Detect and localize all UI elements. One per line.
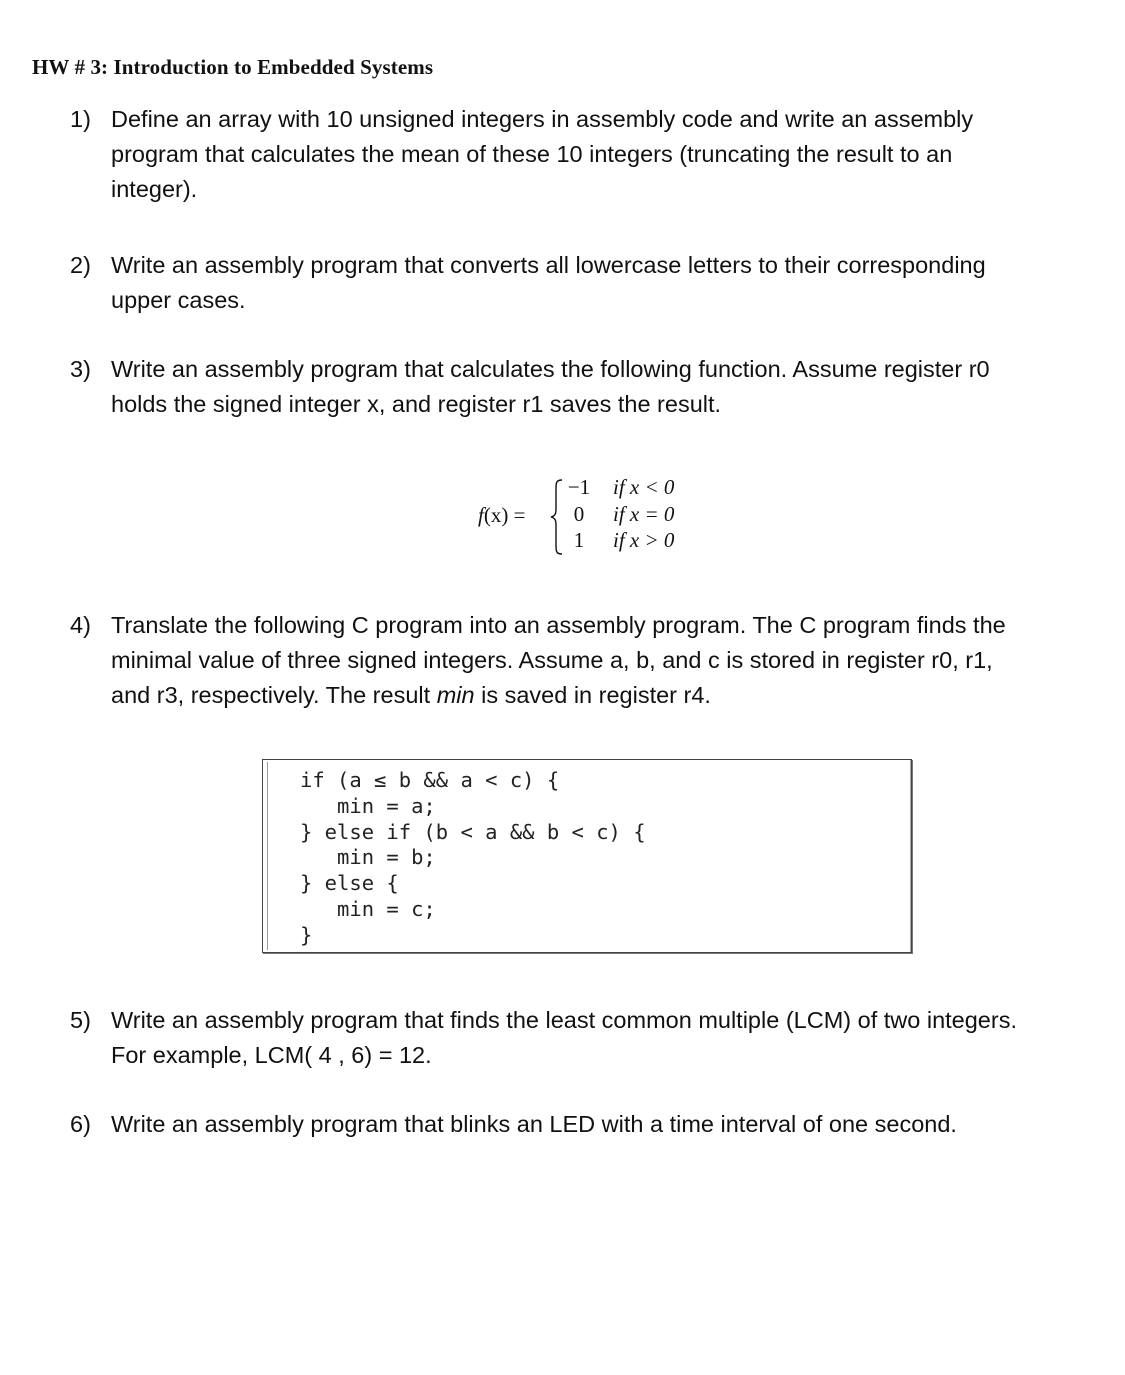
- code-line: if (a ≤ b && a < c) {: [300, 768, 560, 792]
- formula-function-name: f: [478, 503, 484, 527]
- code-block: [262, 759, 912, 953]
- question-2: [70, 248, 1070, 318]
- question-text-line: Write an assembly program that blinks an LED with a time interval of one second.: [111, 1111, 957, 1137]
- code-line: min = a;: [300, 793, 436, 818]
- question-text-line: [111, 678, 1070, 713]
- page-title: HW # 3: Introduction to Embedded Systems: [32, 55, 434, 79]
- case-condition: if x > 0: [613, 528, 675, 552]
- question-3: [70, 352, 1070, 422]
- question-number: 6): [70, 1111, 91, 1137]
- question-text-line: program that calculates the mean of these 10 integers (truncating the result to an: [111, 141, 953, 167]
- question-text-line: Write an assembly program that converts all lowercase letters to their corresponding: [111, 252, 986, 278]
- code-line: } else {: [300, 871, 399, 896]
- question-text-line: Write an assembly program that finds the least common multiple (LCM) of two integers.: [111, 1007, 1017, 1033]
- code-listing: [300, 768, 646, 949]
- question-text-line: holds the signed integer x, and register r1 saves the result.: [111, 391, 722, 417]
- question-number: 2): [70, 252, 91, 278]
- code-line: min = c;: [300, 896, 436, 921]
- question-text-line: Define an array with 10 unsigned integers in assembly code and write an assembly: [111, 106, 974, 132]
- text-segment: and r3, respectively. The result: [111, 682, 437, 708]
- piecewise-formula: [478, 473, 708, 557]
- question-text-line: minimal value of three signed integers. Assume a, b, and c is stored in register r0, r1,: [111, 647, 993, 673]
- question-number: 1): [70, 106, 91, 132]
- question-5: [70, 1003, 1070, 1073]
- question-text-line: integer).: [111, 176, 198, 202]
- question-number: 4): [70, 612, 91, 638]
- question-number: 3): [70, 356, 91, 382]
- text-segment: is saved in register r4.: [474, 682, 711, 708]
- formula-argument: (x) =: [483, 503, 526, 527]
- code-line: min = b;: [300, 845, 436, 870]
- emphasized-variable: min: [436, 682, 475, 708]
- formula-lhs: [478, 503, 525, 528]
- question-6: [70, 1107, 1070, 1142]
- question-number: 5): [70, 1007, 91, 1033]
- question-4: [70, 608, 1070, 713]
- case-condition: if x = 0: [613, 502, 675, 526]
- code-block-border: [267, 762, 268, 950]
- question-text-line: For example, LCM( 4 , 6) = 12.: [111, 1042, 432, 1068]
- question-text-line: Translate the following C program into an assembly program. The C program finds the: [111, 612, 1006, 638]
- case-value: −1: [567, 475, 591, 499]
- left-brace-icon: [550, 479, 564, 555]
- code-line: } else if (b < a && b < c) {: [300, 819, 646, 844]
- question-1: [70, 102, 1070, 207]
- question-text-line: upper cases.: [111, 287, 246, 313]
- case-value: 0: [573, 502, 585, 526]
- question-text-line: Write an assembly program that calculates the following function. Assume register r0: [111, 356, 990, 382]
- case-condition: if x < 0: [613, 475, 675, 499]
- case-value: 1: [573, 528, 585, 552]
- code-line: }: [300, 922, 313, 947]
